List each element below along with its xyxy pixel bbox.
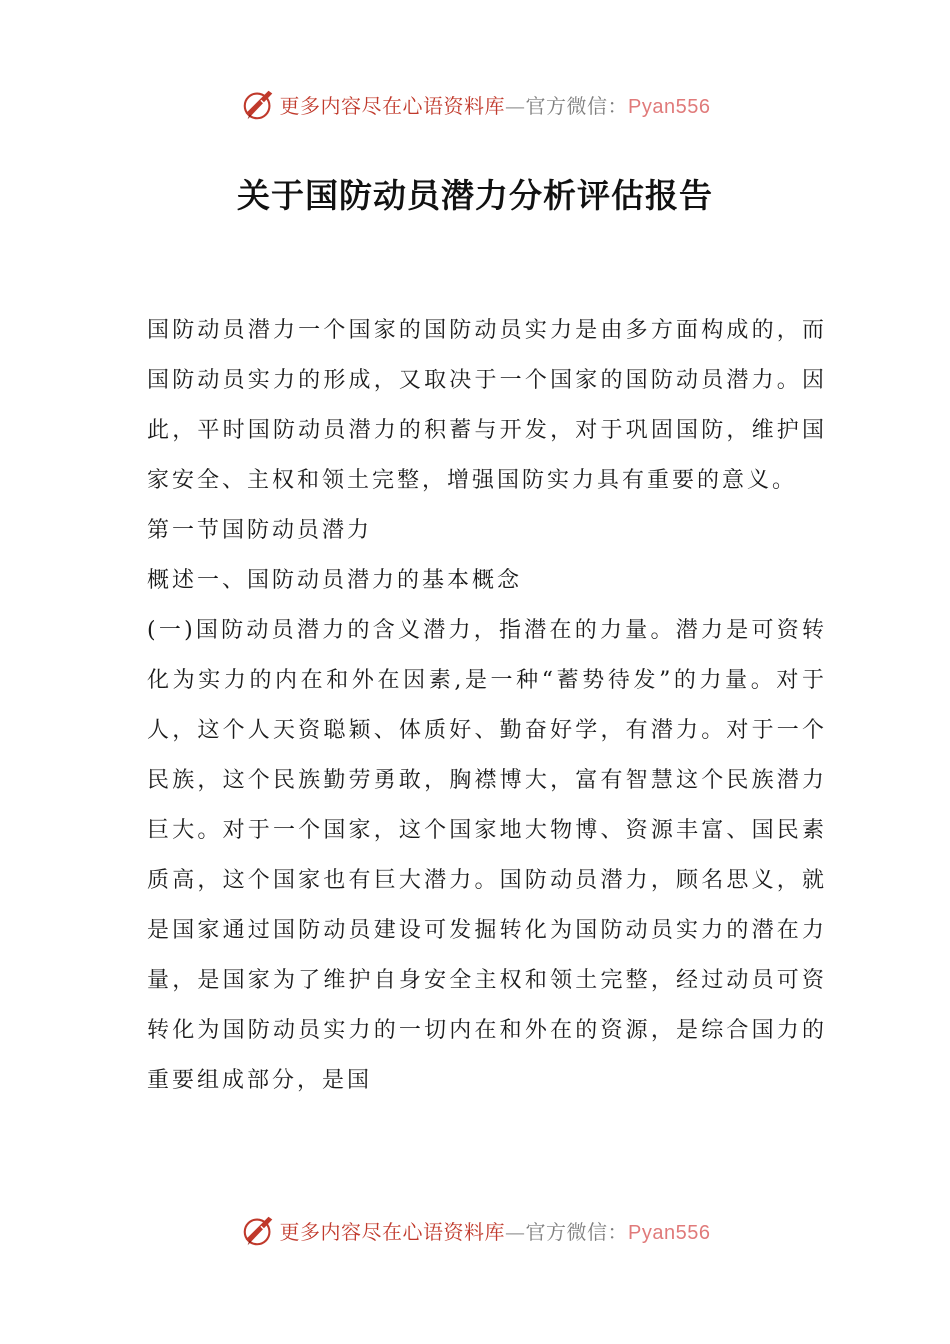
subsection-heading: 概述一、国防动员潜力的基本概念 <box>147 568 523 593</box>
quill-pen-logo-icon <box>240 85 278 123</box>
header-separator: — <box>505 93 526 118</box>
paragraph-definition: (一)国防动员潜力的含义潜力，指潜在的力量。潜力是可资转化为实力的内在和外在因素,是一种“蓄势待发”的力量。对于人，这个人天资聪颖、体质好、勤奋好学，有潜力。对于一个民族，这个民族勤劳勇敢，胸襟博大，富有智慧这个民族潜力巨大。对于一个国家，这个国家地大物博、资源丰富、国民素质高，这个国家也有巨大潜力。国防动员潜力，顾名思义，就是国家通过国防动员建设可发掘转化为国防动员实力的潜在力量，是国家为了维护自身安全主权和领土完整，经过动员可资转化为国防动员实力的一切内在和外在的资源，是综合国力的重要组成部分，是国 <box>147 618 827 1093</box>
quill-pen-logo-icon <box>240 1211 278 1249</box>
header-banner <box>0 82 950 126</box>
paragraph-intro: 国防动员潜力一个国家的国防动员实力是由多方面构成的，而国防动员实力的形成，又取决于一个国家的国防动员潜力。因此，平时国防动员潜力的积蓄与开发，对于巩固国防，维护国家安全、主权和领土完整，增强国防实力具有重要的意义。 <box>147 318 827 493</box>
document-title: 关于国防动员潜力分析评估报告 <box>237 176 713 215</box>
footer-text <box>280 1216 711 1245</box>
footer-wechat-id: Pyan556 <box>628 1221 711 1244</box>
footer-official: 官方微信： <box>525 1219 629 1244</box>
header-wechat-id: Pyan556 <box>628 95 711 118</box>
section-heading: 第一节国防动员潜力 <box>147 518 373 543</box>
footer-banner <box>0 1208 950 1252</box>
footer-separator: — <box>505 1219 526 1244</box>
header-text <box>280 90 711 119</box>
header-official: 官方微信： <box>525 93 629 118</box>
header-brand: 更多内容尽在心语资料库 <box>279 93 506 118</box>
document-body <box>147 306 827 1106</box>
footer-brand: 更多内容尽在心语资料库 <box>279 1219 506 1244</box>
